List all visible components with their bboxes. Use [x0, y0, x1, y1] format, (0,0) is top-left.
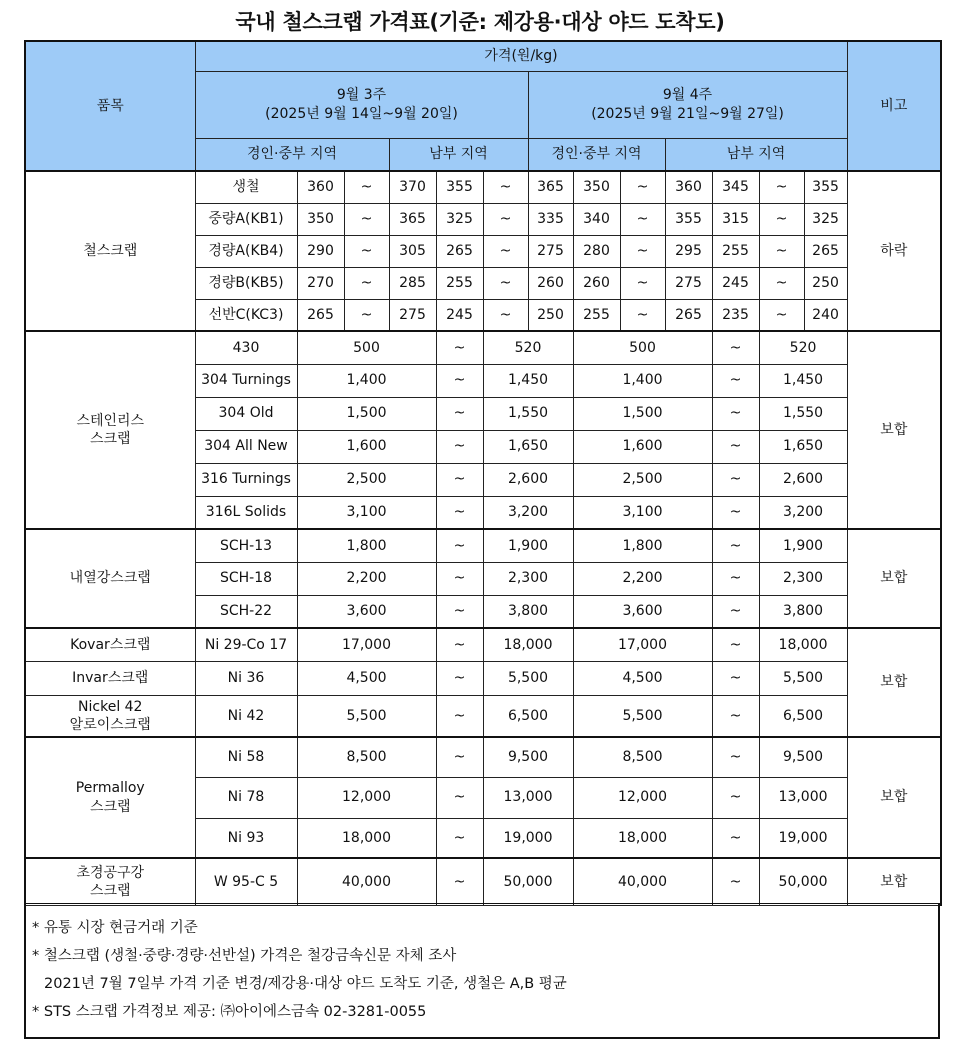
tilde-cell: ~: [712, 661, 759, 695]
price-cell: 315: [712, 203, 759, 235]
header-w2-central: 경인·중부 지역: [528, 138, 665, 171]
table-row: [25, 628, 941, 661]
price-cell: 9,500: [483, 737, 573, 777]
tilde-cell: ~: [436, 695, 483, 737]
price-cell: 13,000: [483, 777, 573, 818]
category-label: 스크랩: [89, 431, 131, 447]
price-cell: 325: [804, 203, 847, 235]
tilde-cell: ~: [712, 529, 759, 562]
price-cell: 265: [804, 235, 847, 267]
price-cell: 365: [389, 203, 436, 235]
grade-cell: Ni 58: [195, 737, 297, 777]
header-note: 비고: [847, 41, 941, 171]
grade-cell: 경량A(KB4): [195, 235, 297, 267]
price-cell: 350: [573, 171, 620, 203]
price-cell: 1,550: [483, 397, 573, 430]
category-tool: [25, 858, 195, 905]
price-cell: 4,500: [297, 661, 436, 695]
tilde-cell: ~: [436, 331, 483, 364]
price-cell: 18,000: [759, 628, 847, 661]
price-cell: 245: [436, 299, 483, 331]
price-table: [24, 40, 942, 906]
price-cell: 1,550: [759, 397, 847, 430]
price-cell: 360: [665, 171, 712, 203]
price-cell: 265: [297, 299, 344, 331]
tilde-cell: ~: [483, 235, 528, 267]
tilde-cell: ~: [759, 171, 804, 203]
category-stainless: [25, 331, 195, 529]
table-row: [25, 171, 941, 203]
price-cell: 8,500: [573, 737, 712, 777]
category-label: 초경공구강: [76, 864, 145, 881]
tilde-cell: ~: [759, 299, 804, 331]
category-iron: 철스크랩: [25, 171, 195, 331]
price-cell: 1,450: [759, 364, 847, 397]
price-cell: 295: [665, 235, 712, 267]
price-cell: 2,500: [297, 463, 436, 496]
tilde-cell: ~: [620, 171, 665, 203]
grade-cell: SCH-13: [195, 529, 297, 562]
price-cell: 3,800: [483, 595, 573, 628]
tilde-cell: ~: [436, 777, 483, 818]
tilde-cell: ~: [712, 463, 759, 496]
grade-cell: 경량B(KB5): [195, 267, 297, 299]
header-week1: [195, 71, 528, 138]
tilde-cell: ~: [436, 661, 483, 695]
category-label: 스크랩: [89, 798, 131, 815]
tilde-cell: ~: [436, 818, 483, 858]
note-heat: 보합: [847, 529, 941, 628]
grade-cell: 생철: [195, 171, 297, 203]
category-label: 스테인리스: [76, 412, 145, 429]
price-cell: 275: [528, 235, 573, 267]
price-cell: 250: [804, 267, 847, 299]
price-cell: 345: [712, 171, 759, 203]
header-week1-label: 9월 3주: [336, 87, 387, 104]
tilde-cell: ~: [712, 695, 759, 737]
table-row: [25, 529, 941, 562]
tilde-cell: ~: [483, 299, 528, 331]
price-cell: 275: [389, 299, 436, 331]
header-item: 품목: [25, 41, 195, 171]
grade-cell: 304 Turnings: [195, 364, 297, 397]
price-cell: 260: [528, 267, 573, 299]
price-cell: 240: [804, 299, 847, 331]
grade-cell: 304 Old: [195, 397, 297, 430]
note-iron: 하락: [847, 171, 941, 331]
price-cell: 40,000: [297, 858, 436, 905]
price-cell: 290: [297, 235, 344, 267]
price-cell: 3,100: [573, 496, 712, 529]
footnote: 2021년 7월 7일부 가격 기준 변경/제강용·대상 야드 도착도 기준, 생철은 A,B 평균: [44, 976, 567, 992]
price-cell: 3,600: [297, 595, 436, 628]
category-invar: Invar스크랩: [25, 661, 195, 695]
footnote: * 유통 시장 현금거래 기준: [32, 920, 198, 936]
category-label: Permalloy: [75, 780, 145, 797]
price-cell: 1,450: [483, 364, 573, 397]
tilde-cell: ~: [712, 430, 759, 463]
price-cell: 9,500: [759, 737, 847, 777]
table-row: [25, 737, 941, 777]
table-row: [25, 331, 941, 364]
tilde-cell: ~: [436, 430, 483, 463]
category-heat: 내열강스크랩: [25, 529, 195, 628]
price-cell: 360: [297, 171, 344, 203]
header-price: 가격(원/kg): [195, 41, 847, 71]
price-cell: 1,900: [483, 529, 573, 562]
tilde-cell: ~: [620, 299, 665, 331]
price-cell: 275: [665, 267, 712, 299]
price-cell: 17,000: [573, 628, 712, 661]
price-cell: 2,600: [483, 463, 573, 496]
price-cell: 12,000: [573, 777, 712, 818]
price-cell: 1,500: [573, 397, 712, 430]
table-row: [25, 695, 941, 737]
tilde-cell: ~: [436, 463, 483, 496]
grade-cell: Ni 93: [195, 818, 297, 858]
price-cell: 1,400: [297, 364, 436, 397]
category-permalloy: [25, 737, 195, 858]
tilde-cell: ~: [759, 203, 804, 235]
note-tool: 보합: [847, 858, 941, 905]
grade-cell: Ni 78: [195, 777, 297, 818]
grade-cell: 316 Turnings: [195, 463, 297, 496]
tilde-cell: ~: [620, 203, 665, 235]
note-stainless: 보합: [847, 331, 941, 529]
price-cell: 370: [389, 171, 436, 203]
tilde-cell: ~: [436, 628, 483, 661]
grade-cell: 선반C(KC3): [195, 299, 297, 331]
price-cell: 1,650: [759, 430, 847, 463]
header-week1-range: (2025년 9월 14일~9월 20일): [265, 105, 458, 122]
price-cell: 500: [297, 331, 436, 364]
price-cell: 355: [665, 203, 712, 235]
price-cell: 2,600: [759, 463, 847, 496]
tilde-cell: ~: [712, 858, 759, 905]
price-cell: 8,500: [297, 737, 436, 777]
price-cell: 2,300: [759, 562, 847, 595]
price-cell: 2,200: [573, 562, 712, 595]
tilde-cell: ~: [483, 171, 528, 203]
price-cell: 1,500: [297, 397, 436, 430]
price-cell: 3,600: [573, 595, 712, 628]
grade-cell: SCH-18: [195, 562, 297, 595]
price-cell: 4,500: [573, 661, 712, 695]
price-cell: 2,500: [573, 463, 712, 496]
category-label: Nickel 42: [78, 698, 143, 715]
category-nickel42: [25, 695, 195, 737]
grade-cell: Ni 42: [195, 695, 297, 737]
tilde-cell: ~: [483, 203, 528, 235]
category-label: 알로이스크랩: [69, 716, 151, 733]
price-cell: 1,900: [759, 529, 847, 562]
price-cell: 3,100: [297, 496, 436, 529]
tilde-cell: ~: [712, 562, 759, 595]
table-row: [25, 661, 941, 695]
tilde-cell: ~: [712, 595, 759, 628]
price-cell: 280: [573, 235, 620, 267]
price-cell: 19,000: [759, 818, 847, 858]
price-cell: 365: [528, 171, 573, 203]
tilde-cell: ~: [436, 737, 483, 777]
tilde-cell: ~: [344, 299, 389, 331]
footnotes: [24, 903, 940, 1039]
price-cell: 6,500: [759, 695, 847, 737]
tilde-cell: ~: [759, 235, 804, 267]
grade-cell: 304 All New: [195, 430, 297, 463]
price-cell: 5,500: [759, 661, 847, 695]
price-cell: 355: [436, 171, 483, 203]
header-w1-south: 남부 지역: [389, 138, 528, 171]
price-cell: 5,500: [573, 695, 712, 737]
price-cell: 355: [804, 171, 847, 203]
price-cell: 255: [573, 299, 620, 331]
price-cell: 520: [759, 331, 847, 364]
table-row: [25, 858, 941, 905]
price-cell: 2,300: [483, 562, 573, 595]
header-w2-south: 남부 지역: [665, 138, 847, 171]
tilde-cell: ~: [344, 267, 389, 299]
note-alloy: 보합: [847, 628, 941, 737]
tilde-cell: ~: [483, 267, 528, 299]
tilde-cell: ~: [620, 235, 665, 267]
price-cell: 13,000: [759, 777, 847, 818]
price-cell: 285: [389, 267, 436, 299]
price-cell: 325: [436, 203, 483, 235]
price-cell: 520: [483, 331, 573, 364]
footnote: * 철스크랩 (생철·중량·경량·선반설) 가격은 철강금속신문 자체 조사: [32, 948, 457, 964]
tilde-cell: ~: [436, 397, 483, 430]
tilde-cell: ~: [712, 737, 759, 777]
price-cell: 12,000: [297, 777, 436, 818]
header-week2-range: (2025년 9월 21일~9월 27일): [591, 105, 784, 122]
header-w1-central: 경인·중부 지역: [195, 138, 389, 171]
tilde-cell: ~: [436, 496, 483, 529]
tilde-cell: ~: [620, 267, 665, 299]
header-week2-label: 9월 4주: [662, 87, 713, 104]
price-cell: 1,600: [297, 430, 436, 463]
footnote: * STS 스크랩 가격정보 제공: ㈜아이에스금속 02-3281-0055: [32, 1004, 427, 1020]
tilde-cell: ~: [712, 818, 759, 858]
price-cell: 5,500: [297, 695, 436, 737]
price-cell: 18,000: [297, 818, 436, 858]
price-cell: 250: [528, 299, 573, 331]
grade-cell: Ni 36: [195, 661, 297, 695]
tilde-cell: ~: [712, 628, 759, 661]
price-cell: 40,000: [573, 858, 712, 905]
category-kovar: Kovar스크랩: [25, 628, 195, 661]
price-cell: 2,200: [297, 562, 436, 595]
price-cell: 350: [297, 203, 344, 235]
price-cell: 3,800: [759, 595, 847, 628]
grade-cell: SCH-22: [195, 595, 297, 628]
price-cell: 335: [528, 203, 573, 235]
note-permalloy: 보합: [847, 737, 941, 858]
tilde-cell: ~: [436, 595, 483, 628]
tilde-cell: ~: [344, 171, 389, 203]
header-week2: [528, 71, 847, 138]
price-cell: 1,800: [573, 529, 712, 562]
price-cell: 255: [436, 267, 483, 299]
price-cell: 1,650: [483, 430, 573, 463]
price-cell: 18,000: [573, 818, 712, 858]
grade-cell: Ni 29-Co 17: [195, 628, 297, 661]
tilde-cell: ~: [436, 529, 483, 562]
price-cell: 255: [712, 235, 759, 267]
tilde-cell: ~: [712, 331, 759, 364]
tilde-cell: ~: [344, 203, 389, 235]
price-cell: 3,200: [483, 496, 573, 529]
price-cell: 500: [573, 331, 712, 364]
price-cell: 17,000: [297, 628, 436, 661]
tilde-cell: ~: [344, 235, 389, 267]
price-cell: 1,600: [573, 430, 712, 463]
page-title: 국내 철스크랩 가격표(기준: 제강용·대상 야드 도착도): [235, 10, 725, 34]
tilde-cell: ~: [712, 397, 759, 430]
price-cell: 245: [712, 267, 759, 299]
grade-cell: W 95-C 5: [195, 858, 297, 905]
price-cell: 50,000: [483, 858, 573, 905]
price-cell: 1,800: [297, 529, 436, 562]
price-cell: 260: [573, 267, 620, 299]
tilde-cell: ~: [436, 562, 483, 595]
price-cell: 265: [665, 299, 712, 331]
tilde-cell: ~: [712, 496, 759, 529]
tilde-cell: ~: [712, 777, 759, 818]
price-cell: 19,000: [483, 818, 573, 858]
price-cell: 265: [436, 235, 483, 267]
price-cell: 6,500: [483, 695, 573, 737]
tilde-cell: ~: [712, 364, 759, 397]
price-cell: 1,400: [573, 364, 712, 397]
grade-cell: 중량A(KB1): [195, 203, 297, 235]
price-cell: 5,500: [483, 661, 573, 695]
price-cell: 340: [573, 203, 620, 235]
price-cell: 305: [389, 235, 436, 267]
grade-cell: 430: [195, 331, 297, 364]
price-cell: 270: [297, 267, 344, 299]
price-cell: 235: [712, 299, 759, 331]
tilde-cell: ~: [436, 858, 483, 905]
price-cell: 50,000: [759, 858, 847, 905]
tilde-cell: ~: [436, 364, 483, 397]
price-cell: 3,200: [759, 496, 847, 529]
grade-cell: 316L Solids: [195, 496, 297, 529]
price-cell: 18,000: [483, 628, 573, 661]
tilde-cell: ~: [759, 267, 804, 299]
category-label: 스크랩: [89, 882, 131, 899]
